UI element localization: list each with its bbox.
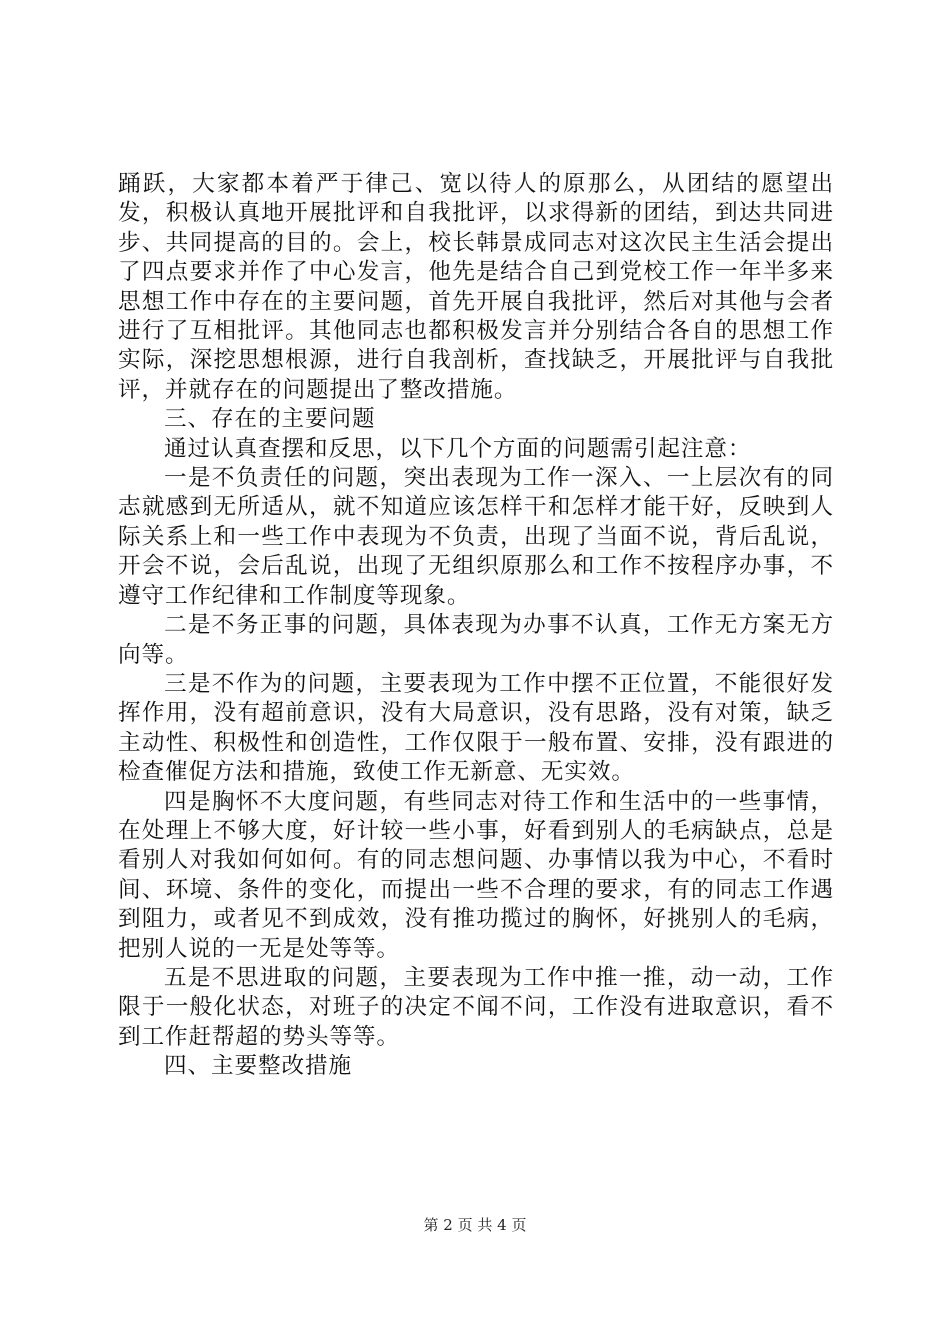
paragraph-problem-3: 三是不作为的问题，主要表现为工作中摆不正位置，不能很好发挥作用，没有超前意识，没有大局意识，没有思路，没有对策，缺乏主动性、积极性和创造性，工作仅限于一般布置、安排，没有跟进的检查催促方法和措施，致使工作无新意、无实效。 <box>118 670 834 786</box>
paragraph-problem-1: 一是不负责任的问题，突出表现为工作一深入、一上层次有的同志就感到无所适从，就不知道应该怎样干和怎样才能干好，反映到人际关系上和一些工作中表现为不负责，出现了当面不说，背后乱说，开会不说，会后乱说，出现了无组织原那么和工作不按程序办事，不遵守工作纪律和工作制度等现象。 <box>118 465 834 609</box>
document-body <box>118 170 834 1082</box>
paragraph-problem-4: 四是胸怀不大度问题，有些同志对待工作和生活中的一些事情，在处理上不够大度，好计较一些小事，好看到别人的毛病缺点，总是看别人对我如何如何。有的同志想问题、办事情以我为中心，不看时间、环境、条件的变化，而提出一些不合理的要求，有的同志工作遇到阻力，或者见不到成效，没有推功揽过的胸怀，好挑别人的毛病，把别人说的一无是处等等。 <box>118 788 834 962</box>
paragraph-problem-5: 五是不思进取的问题，主要表现为工作中推一推，动一动，工作限于一般化状态，对班子的决定不闻不问，工作没有进取意识，看不到工作赶帮超的势头等等。 <box>118 964 834 1050</box>
paragraph-continuation: 踊跃，大家都本着严于律己、宽以待人的原那么，从团结的愿望出发，积极认真地开展批评和自我批评，以求得新的团结，到达共同进步、共同提高的目的。会上，校长韩景成同志对这次民主生活会提出了四点要求并作了中心发言，他先是结合自己到党校工作一年半多来思想工作中存在的主要问题，首先开展自我批评，然后对其他与会者进行了互相批评。其他同志也都积极发言并分别结合各自的思想工作实际，深挖思想根源，进行自我剖析，查找缺乏，开展批评与自我批评，并就存在的问题提出了整改措施。 <box>118 171 834 403</box>
paragraph-problem-2: 二是不务正事的问题，具体表现为办事不认真，工作无方案无方向等。 <box>118 612 834 668</box>
paragraph-intro: 通过认真查摆和反思，以下几个方面的问题需引起注意： <box>164 435 752 462</box>
page-number-footer: 第 2 页 共 4 页 <box>423 1216 527 1234</box>
section-heading-rectification: 四、主要整改措施 <box>164 1053 352 1080</box>
section-heading-main-problems: 三、存在的主要问题 <box>164 406 376 433</box>
